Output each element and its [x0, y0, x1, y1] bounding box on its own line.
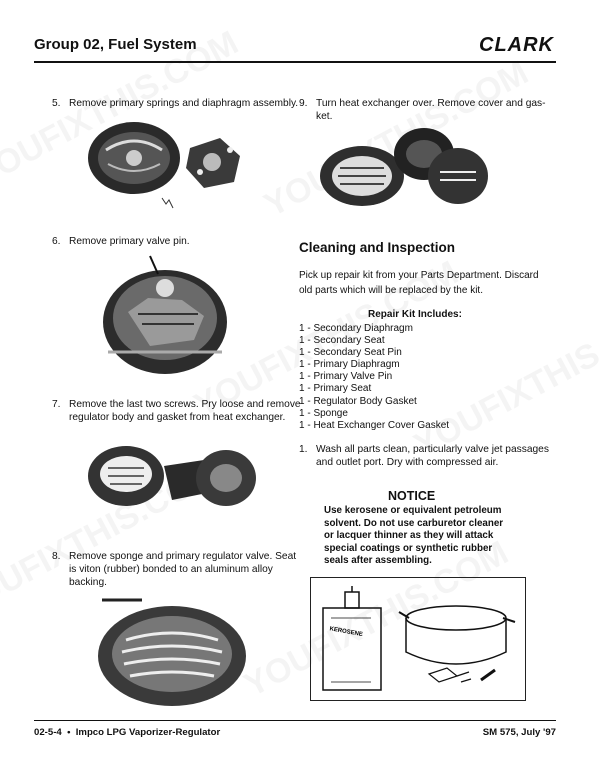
- kit-item: 1 - Primary Valve Pin: [299, 371, 393, 383]
- step-number: 1.: [299, 444, 308, 455]
- notice-line: solvent. Do not use carburetor cleaner: [324, 517, 504, 529]
- figure-regulator-body-gasket: [86, 438, 258, 514]
- figure-primary-springs: [82, 110, 262, 220]
- notice-line: Use kerosene or equivalent petroleum: [324, 505, 502, 516]
- group-title: Group 02, Fuel System: [34, 36, 197, 53]
- footer-right: SM 575, July '97: [482, 727, 556, 738]
- notice-body: [324, 505, 524, 568]
- kit-item: 1 - Secondary Seat Pin: [299, 347, 402, 359]
- kit-item: 1 - Heat Exchanger Cover Gasket: [299, 419, 450, 431]
- step-number: 9.: [299, 98, 308, 109]
- step-text-line: Remove sponge and primary regulator valve. Seat: [69, 551, 297, 562]
- intro-paragraph: [299, 268, 544, 298]
- section-title: Cleaning and Inspection: [299, 240, 456, 255]
- step-text-line: backing.: [69, 577, 107, 588]
- footer-rule: [34, 720, 556, 721]
- step-text-line: and outlet port. Dry with compressed air.: [316, 457, 499, 468]
- step-number: 8.: [52, 551, 61, 562]
- can-label: KEROSENE: [328, 626, 364, 638]
- kerosene-drawing: [311, 578, 525, 700]
- page-header: [34, 34, 554, 62]
- kit-item: 1 - Primary Seat: [299, 383, 372, 395]
- footer-left: 02-5-4 • Impco LPG Vaporizer-Regulator: [34, 727, 221, 738]
- notice-line: or lacquer thinner as they will attack: [324, 530, 494, 541]
- figure-sponge-regulator-valve: [92, 594, 252, 710]
- kit-item: 1 - Primary Diaphragm: [299, 359, 400, 371]
- kerosene-illustration: [310, 577, 526, 701]
- notice-line: seals after assembling.: [324, 555, 432, 566]
- step-text-line: Remove the last two screws. Pry loose and remove: [69, 399, 301, 410]
- step-text-line: Turn heat exchanger over. Remove cover and gas-: [316, 98, 546, 109]
- header-rule: [34, 61, 556, 63]
- step-text: Remove primary springs and diaphragm assembly.: [69, 98, 299, 109]
- step-text: Remove primary valve pin.: [69, 236, 190, 247]
- notice-title: NOTICE: [388, 489, 436, 503]
- kit-item: 1 - Secondary Diaphragm: [299, 323, 413, 334]
- kit-item: 1 - Regulator Body Gasket: [299, 395, 417, 407]
- step-number: 6.: [52, 236, 61, 247]
- step-number: 5.: [52, 98, 61, 109]
- step-number: 7.: [52, 399, 61, 410]
- brand-logo: CLARK: [479, 34, 554, 56]
- intro-line: old parts which will be replaced by the kit.: [299, 285, 483, 296]
- kit-heading: Repair Kit Includes:: [368, 309, 462, 320]
- kit-item: 1 - Secondary Seat: [299, 335, 385, 347]
- kit-item: 1 - Sponge: [299, 407, 348, 419]
- intro-line: Pick up repair kit from your Parts Department. Discard: [299, 270, 539, 281]
- step-text-line: is viton (rubber) bonded to an aluminum alloy: [69, 564, 273, 575]
- step-text-line: ket.: [316, 111, 333, 122]
- figure-primary-valve-pin: [98, 252, 232, 377]
- figure-heat-exchanger-cover: [318, 124, 490, 208]
- step-text-line: Wash all parts clean, particularly valve jet passages: [316, 444, 549, 455]
- notice-line: special coatings or synthetic rubber: [324, 542, 493, 554]
- kit-list: [299, 323, 449, 432]
- step-text-line: regulator body and gasket from heat exchanger.: [69, 412, 286, 423]
